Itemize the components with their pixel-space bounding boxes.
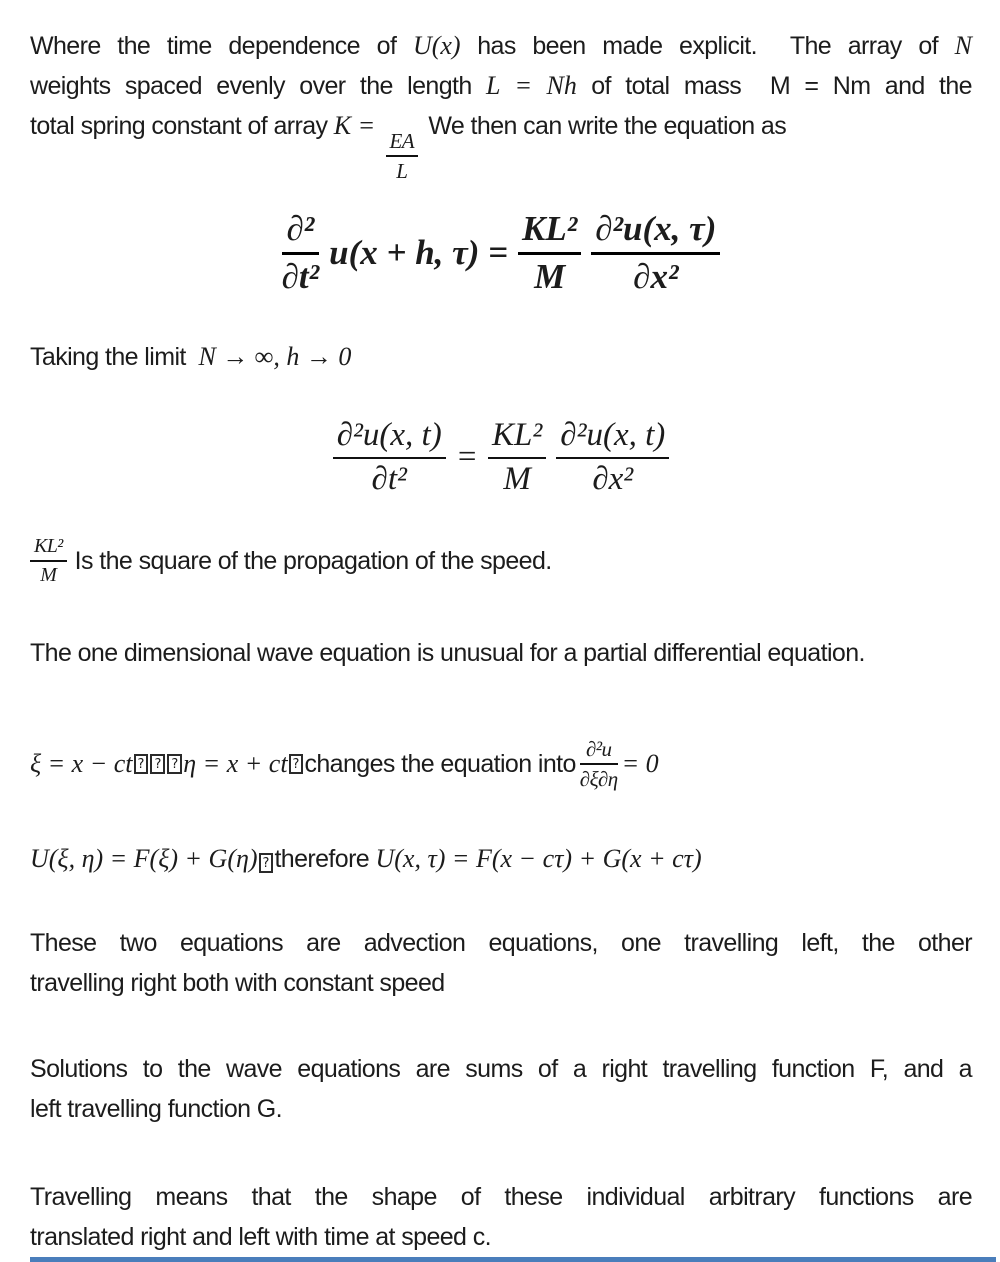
- text-run: These two equations are advection equations, one travelling left, the other: [30, 928, 972, 957]
- text-run: total spring constant of array: [30, 112, 334, 140]
- equation-discrete: [30, 209, 972, 297]
- fraction-numerator: ∂²u: [580, 737, 618, 765]
- math-run: K =: [333, 111, 376, 140]
- paragraph-solutions: [30, 1049, 972, 1129]
- text-run: Solutions to the wave equations are sums of a right travelling function F, and a: [30, 1054, 972, 1083]
- fraction-denominator: ∂ξ∂η: [579, 766, 618, 791]
- fraction-denominator: ∂t²: [281, 256, 320, 296]
- equals-sign: =: [455, 439, 478, 476]
- text-run: therefore: [274, 844, 376, 873]
- fraction-denominator: M: [503, 460, 531, 497]
- text-run: Travelling means that the shape of these individual arbitrary functions are: [30, 1182, 972, 1211]
- fraction: [386, 129, 418, 183]
- text-run: translated right and left with time at speed c.: [30, 1222, 491, 1251]
- fraction-numerator: KL²: [30, 535, 67, 562]
- paragraph-intro: [30, 26, 972, 183]
- text-line: [30, 923, 972, 963]
- substitution-line: [30, 737, 972, 791]
- fraction-numerator: EA: [386, 129, 418, 157]
- math-run: N: [954, 31, 972, 60]
- fraction: [591, 209, 720, 297]
- math-run: N → ∞, h → 0: [198, 341, 352, 371]
- fraction-numerator: KL²: [518, 209, 581, 254]
- fraction: [333, 417, 446, 499]
- fraction-denominator: M: [40, 563, 57, 586]
- equation-wave: [30, 417, 972, 499]
- missing-glyph-box: ?: [167, 754, 182, 774]
- fraction: [30, 535, 67, 587]
- fraction: [580, 737, 618, 791]
- fraction: [282, 209, 320, 297]
- paragraph-travelling: [30, 1177, 972, 1257]
- missing-glyph-box: ?: [150, 754, 165, 774]
- intro-line-1: [30, 26, 972, 66]
- text-run: Taking the limit: [30, 342, 199, 371]
- math-run: η = x + ct: [183, 748, 288, 778]
- fraction-denominator: ∂t²: [371, 460, 407, 497]
- text-run: We then can write the equation as: [422, 112, 787, 140]
- math-run: U(x): [412, 31, 461, 60]
- fraction: [518, 209, 581, 297]
- math-run: L = Nh: [486, 71, 577, 100]
- intro-line-2: [30, 66, 972, 106]
- text-run: has been made explicit. The array of: [460, 32, 955, 60]
- math-run: U(ξ, η) = F(ξ) + G(η): [30, 843, 258, 873]
- missing-glyph-box: ?: [134, 754, 149, 774]
- fraction-denominator: ∂x²: [633, 256, 679, 296]
- text-run: The one dimensional wave equation is unusual for a partial differential equation.: [30, 638, 865, 667]
- fraction-numerator: ∂²u(x, t): [556, 417, 669, 459]
- text-run: of total mass M = Nm and the: [576, 72, 972, 100]
- text-line: [30, 963, 972, 1003]
- text-line: [30, 1177, 972, 1217]
- bottom-accent-line: [30, 1257, 996, 1262]
- missing-glyph-box: ?: [259, 853, 274, 873]
- paragraph-advection: [30, 923, 972, 1003]
- text-run: weights spaced evenly over the length: [30, 72, 487, 100]
- fraction: [556, 417, 669, 499]
- text-run: travelling right both with constant speed: [30, 968, 445, 997]
- fraction: [488, 417, 546, 499]
- fraction-denominator: L: [396, 159, 408, 184]
- math-run: ξ = x − ct: [30, 748, 133, 778]
- text-line: [30, 1089, 972, 1129]
- fraction-numerator: KL²: [488, 417, 546, 459]
- fraction-denominator: M: [534, 256, 566, 296]
- text-run: Where the time dependence of: [30, 32, 413, 60]
- math-run: u(x + h, τ) =: [329, 233, 509, 273]
- fraction-numerator: ∂²u(x, t): [333, 417, 446, 459]
- speed-statement: [30, 535, 972, 587]
- intro-line-3: [30, 106, 972, 183]
- fraction-denominator: ∂x²: [592, 460, 634, 497]
- text-line: [30, 1217, 972, 1257]
- paragraph-wave-unusual: [30, 633, 972, 673]
- math-run: = 0: [621, 748, 659, 778]
- solution-line: [30, 839, 972, 879]
- fraction-numerator: ∂²: [282, 209, 320, 254]
- text-run: left travelling function G.: [30, 1094, 282, 1123]
- missing-glyph-box: ?: [289, 754, 304, 774]
- math-run: U(x, τ) = F(x − cτ) + G(x + cτ): [375, 843, 702, 873]
- text-run: changes the equation into: [304, 749, 576, 778]
- fraction-numerator: ∂²u(x, τ): [591, 209, 720, 254]
- text-line: [30, 1049, 972, 1089]
- limit-line: [30, 337, 972, 377]
- text-run: Is the square of the propagation of the speed.: [74, 546, 552, 575]
